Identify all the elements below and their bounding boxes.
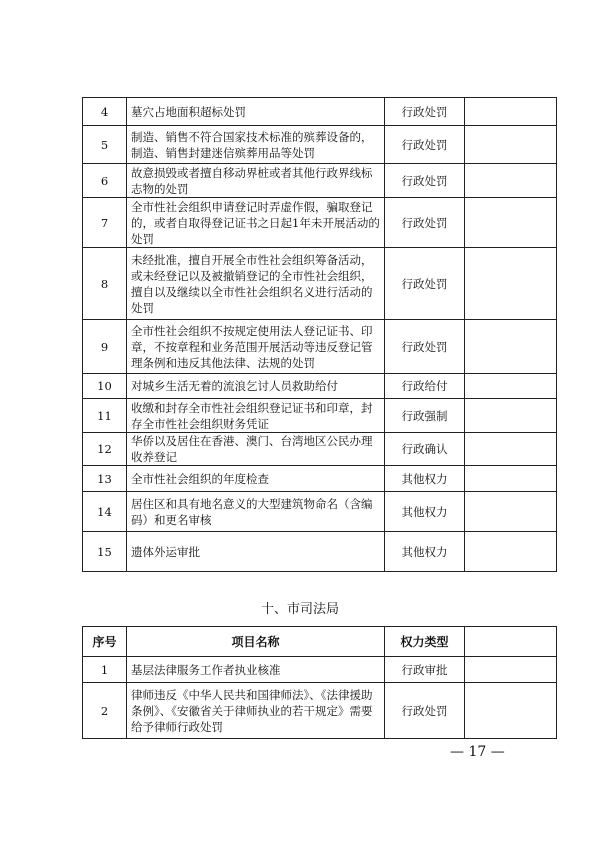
table-row (83, 532, 557, 572)
table-row (83, 492, 557, 532)
item-name: 制造、销售不符合国家技术标准的殡葬设备的，制造、销售封建迷信殡葬用品等处罚 (127, 126, 385, 164)
item-name: 律师违反《中华人民共和国律师法》、《法律援助条例》、《安徽省关于律师执业的若干规定》需要给予律师行政处罚 (127, 683, 385, 739)
power-type: 行政处罚 (385, 164, 465, 198)
power-type: 行政审批 (385, 657, 465, 683)
row-number: 5 (83, 126, 127, 164)
table-row (83, 164, 557, 198)
row-number: 2 (83, 683, 127, 739)
power-type: 行政处罚 (385, 683, 465, 739)
row-number: 15 (83, 532, 127, 572)
power-type: 行政处罚 (385, 320, 465, 374)
power-type: 其他权力 (385, 532, 465, 572)
extra-cell (465, 433, 557, 466)
item-name: 墓穴占地面积超标处罚 (127, 98, 385, 126)
extra-cell (465, 657, 557, 683)
table-row (83, 126, 557, 164)
table-row (83, 683, 557, 739)
extra-cell (465, 532, 557, 572)
extra-cell (465, 683, 557, 739)
item-name: 基层法律服务工作者执业核准 (127, 657, 385, 683)
power-type: 行政给付 (385, 374, 465, 399)
table-row (83, 399, 557, 433)
table-header-row (83, 627, 557, 657)
item-name: 遗体外运审批 (127, 532, 385, 572)
extra-cell (465, 374, 557, 399)
extra-cell (465, 399, 557, 433)
item-name: 收缴和封存全市性社会组织登记证书和印章，封存全市性社会组织财务凭证 (127, 399, 385, 433)
item-name: 对城乡生活无着的流浪乞讨人员救助给付 (127, 374, 385, 399)
row-number: 11 (83, 399, 127, 433)
table-row (83, 98, 557, 126)
row-number: 6 (83, 164, 127, 198)
item-name: 全市性社会组织申请登记时弄虚作假，骗取登记的，或者自取得登记证书之日起1年未开展活动的处罚 (127, 198, 385, 248)
item-name: 故意损毁或者擅自移动界桩或者其他行政界线标志物的处罚 (127, 164, 385, 198)
table-row (83, 433, 557, 466)
row-number: 7 (83, 198, 127, 248)
extra-cell (465, 98, 557, 126)
page-number: — 17 — (450, 744, 505, 760)
item-name: 全市性社会组织的年度检查 (127, 466, 385, 492)
extra-cell (465, 320, 557, 374)
item-name: 全市性社会组织不按规定使用法人登记证书、印章，不按章程和业务范围开展活动等违反登记管理条例和违反其他法律、法规的处罚 (127, 320, 385, 374)
power-type: 行政强制 (385, 399, 465, 433)
power-type: 行政处罚 (385, 248, 465, 320)
row-number: 14 (83, 492, 127, 532)
header-extra (465, 627, 557, 657)
row-number: 9 (83, 320, 127, 374)
item-name: 华侨以及居住在香港、澳门、台湾地区公民办理收养登记 (127, 433, 385, 466)
section-title: 十、市司法局 (260, 602, 339, 617)
power-type: 行政处罚 (385, 98, 465, 126)
table-row (83, 466, 557, 492)
row-number: 8 (83, 248, 127, 320)
item-name: 居住区和具有地名意义的大型建筑物命名（含编码）和更名审核 (127, 492, 385, 532)
extra-cell (465, 198, 557, 248)
row-number: 13 (83, 466, 127, 492)
power-type: 行政处罚 (385, 198, 465, 248)
power-type: 行政处罚 (385, 126, 465, 164)
table-row (83, 320, 557, 374)
item-name: 未经批准，擅自开展全市性社会组织筹备活动，或未经登记以及被撤销登记的全市性社会组织，擅自以及继续以全市性社会组织名义进行活动的处罚 (127, 248, 385, 320)
table-row (83, 248, 557, 320)
extra-cell (465, 126, 557, 164)
extra-cell (465, 164, 557, 198)
extra-cell (465, 466, 557, 492)
table-row (83, 198, 557, 248)
row-number: 1 (83, 657, 127, 683)
power-type: 其他权力 (385, 466, 465, 492)
table-row (83, 374, 557, 399)
header-item-name: 项目名称 (127, 627, 385, 657)
header-number: 序号 (83, 627, 127, 657)
row-number: 10 (83, 374, 127, 399)
header-power-type: 权力类型 (385, 627, 465, 657)
power-list-table-civil-affairs (82, 97, 557, 572)
power-type: 行政确认 (385, 433, 465, 466)
extra-cell (465, 492, 557, 532)
power-type: 其他权力 (385, 492, 465, 532)
table-row (83, 657, 557, 683)
extra-cell (465, 248, 557, 320)
power-list-table-justice-bureau (82, 626, 557, 739)
row-number: 4 (83, 98, 127, 126)
row-number: 12 (83, 433, 127, 466)
